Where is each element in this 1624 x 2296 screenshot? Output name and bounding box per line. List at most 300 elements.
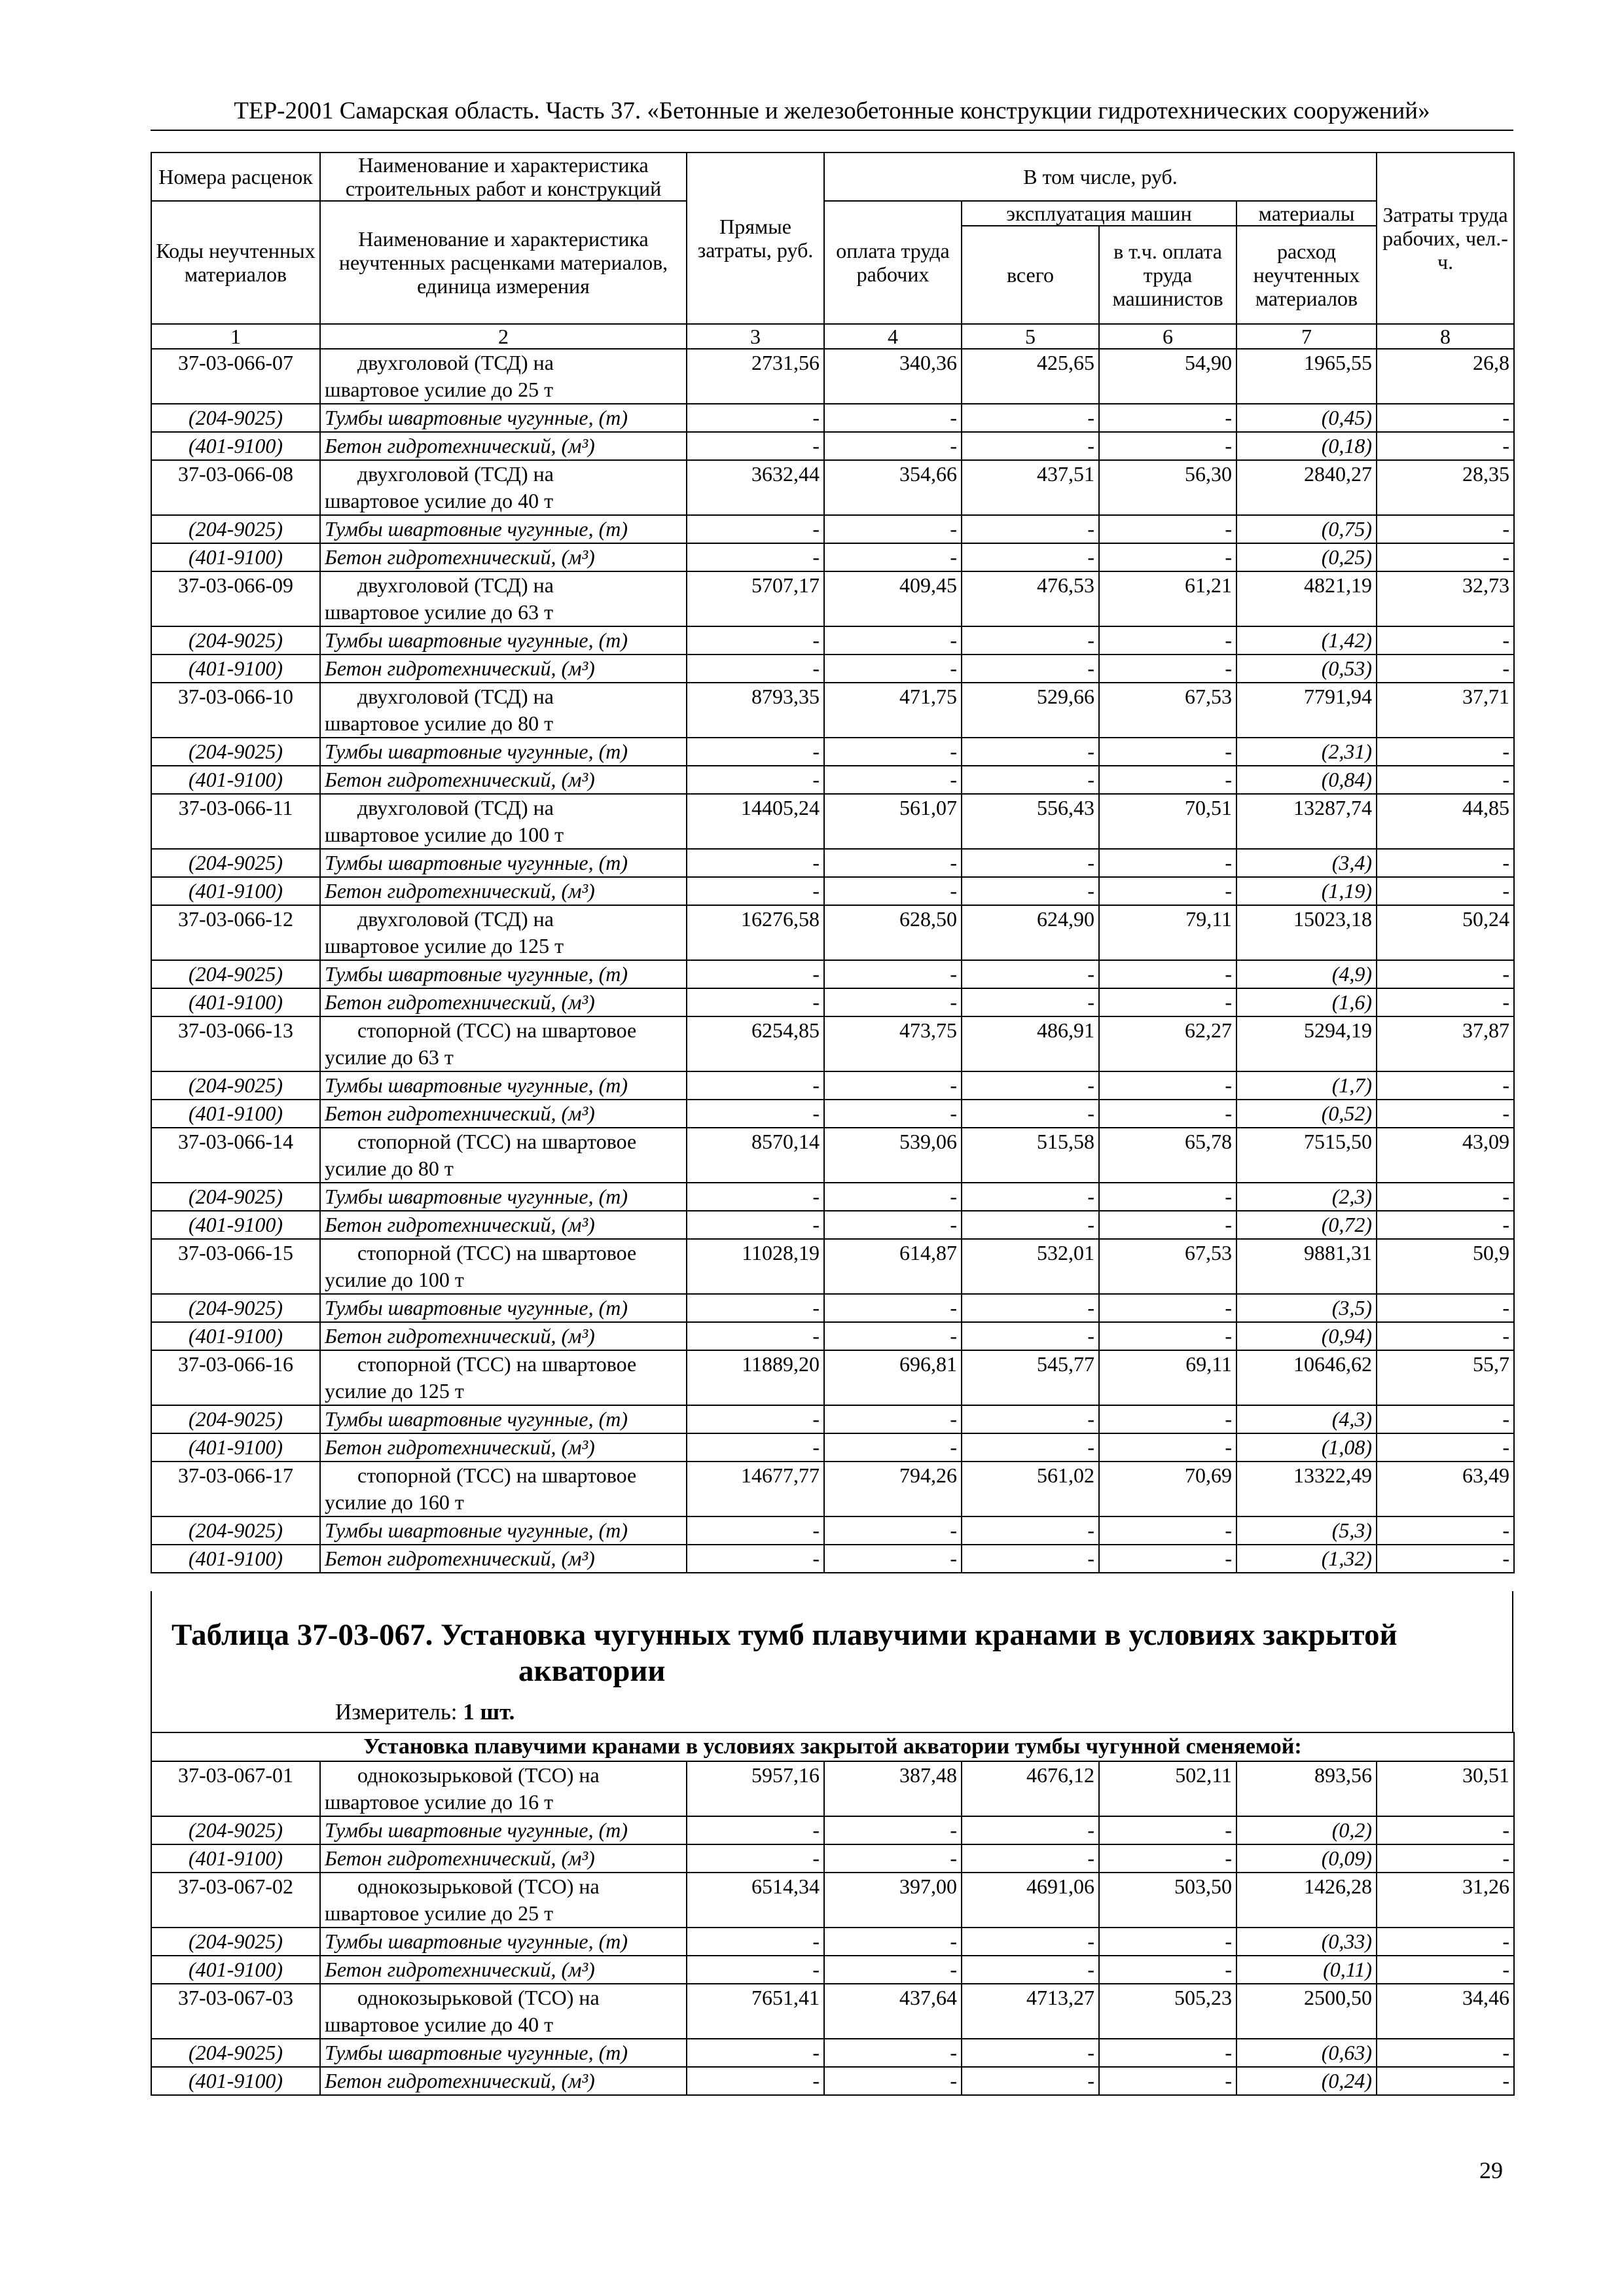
material-row (151, 849, 1514, 877)
empty-dash: - (1099, 1211, 1236, 1239)
material-quantity: (0,25) (1236, 543, 1377, 571)
material-name: Тумбы швартовные чугунные, (т) (320, 626, 687, 655)
material-row (151, 1928, 1514, 1956)
empty-dash: - (824, 1100, 962, 1128)
rate-row (151, 460, 1514, 515)
material-code: (204-9025) (151, 1294, 320, 1322)
empty-dash: - (687, 2039, 824, 2067)
material-quantity: (1,6) (1236, 988, 1377, 1016)
empty-dash: - (1099, 960, 1236, 988)
rate-value-c6: 65,78 (1099, 1128, 1236, 1183)
material-quantity: (0,2) (1236, 1816, 1377, 1844)
rate-value-c5: 4691,06 (962, 1873, 1099, 1928)
rate-description (320, 683, 687, 738)
empty-dash: - (824, 1816, 962, 1844)
rate-value-c3: 8793,35 (687, 683, 824, 738)
rate-value-c4: 473,75 (824, 1016, 962, 1071)
rate-row (151, 794, 1514, 849)
material-row (151, 766, 1514, 794)
col-number: 6 (1099, 324, 1236, 349)
rate-value-c5: 529,66 (962, 683, 1099, 738)
material-name: Бетон гидротехнический, (м³) (320, 1545, 687, 1573)
empty-dash: - (687, 1322, 824, 1350)
material-quantity: (0,18) (1236, 432, 1377, 460)
empty-dash: - (824, 2039, 962, 2067)
material-code: (204-9025) (151, 1516, 320, 1545)
material-name: Бетон гидротехнический, (м³) (320, 766, 687, 794)
rate-value-c7: 2840,27 (1236, 460, 1377, 515)
empty-dash: - (1377, 766, 1514, 794)
material-name: Бетон гидротехнический, (м³) (320, 877, 687, 905)
col4-header: оплата труда рабочих (824, 201, 962, 324)
empty-dash: - (687, 1545, 824, 1573)
material-quantity: (3,5) (1236, 1294, 1377, 1322)
rate-value-c6: 56,30 (1099, 460, 1236, 515)
rate-description-line2: усилие до 80 т (325, 1157, 454, 1180)
empty-dash: - (824, 1844, 962, 1873)
rate-value-c3: 11028,19 (687, 1239, 824, 1294)
rate-value-c7: 2500,50 (1236, 1984, 1377, 2039)
rate-description (320, 1128, 687, 1183)
unit-label: Измеритель: (335, 1699, 458, 1725)
empty-dash: - (1099, 988, 1236, 1016)
material-row (151, 1844, 1514, 1873)
rate-description (320, 1016, 687, 1071)
material-name: Тумбы швартовные чугунные, (т) (320, 515, 687, 543)
material-code: (204-9025) (151, 1928, 320, 1956)
empty-dash: - (1377, 1545, 1514, 1573)
empty-dash: - (962, 2067, 1099, 2095)
rate-value-c3: 14405,24 (687, 794, 824, 849)
material-name: Бетон гидротехнический, (м³) (320, 2067, 687, 2095)
empty-dash: - (824, 1928, 962, 1956)
rate-value-c7: 7515,50 (1236, 1128, 1377, 1183)
empty-dash: - (1099, 1294, 1236, 1322)
rate-description (320, 1239, 687, 1294)
material-code: (204-9025) (151, 2039, 320, 2067)
material-quantity: (4,9) (1236, 960, 1377, 988)
material-code: (401-9100) (151, 1545, 320, 1573)
empty-dash: - (1099, 1545, 1236, 1573)
rate-description-line1: стопорной (ТСС) на швартовое (357, 1018, 637, 1042)
material-quantity: (5,3) (1236, 1516, 1377, 1545)
material-code: (401-9100) (151, 988, 320, 1016)
empty-dash: - (687, 2067, 824, 2095)
empty-dash: - (962, 1516, 1099, 1545)
table-title-line2: акватории (518, 1654, 666, 1688)
material-row (151, 1816, 1514, 1844)
empty-dash: - (962, 1071, 1099, 1100)
rate-value-c5: 545,77 (962, 1350, 1099, 1405)
rate-value-c4: 354,66 (824, 460, 962, 515)
material-row (151, 655, 1514, 683)
empty-dash: - (687, 1405, 824, 1433)
column-numbers-row (151, 324, 1514, 349)
rate-row (151, 1873, 1514, 1928)
empty-dash: - (824, 626, 962, 655)
rate-value-c6: 67,53 (1099, 683, 1236, 738)
rate-code: 37-03-067-01 (151, 1761, 320, 1816)
material-name: Тумбы швартовные чугунные, (т) (320, 849, 687, 877)
rate-value-c8: 63,49 (1377, 1462, 1514, 1516)
material-quantity: (1,08) (1236, 1433, 1377, 1462)
rate-value-c5: 556,43 (962, 794, 1099, 849)
material-name: Бетон гидротехнический, (м³) (320, 1211, 687, 1239)
material-code: (401-9100) (151, 655, 320, 683)
col-number: 5 (962, 324, 1099, 349)
empty-dash: - (962, 738, 1099, 766)
empty-dash: - (687, 655, 824, 683)
empty-dash: - (1099, 543, 1236, 571)
empty-dash: - (1099, 1956, 1236, 1984)
col1-bottom-header: Коды неучтенных материалов (151, 201, 320, 324)
material-quantity: (0,09) (1236, 1844, 1377, 1873)
empty-dash: - (1099, 1322, 1236, 1350)
empty-dash: - (687, 1294, 824, 1322)
empty-dash: - (687, 1928, 824, 1956)
rate-value-c6: 70,51 (1099, 794, 1236, 849)
empty-dash: - (1099, 1071, 1236, 1100)
empty-dash: - (824, 849, 962, 877)
material-code: (401-9100) (151, 1433, 320, 1462)
rate-value-c8: 34,46 (1377, 1984, 1514, 2039)
material-quantity: (0,33) (1236, 1928, 1377, 1956)
empty-dash: - (1377, 1294, 1514, 1322)
rate-value-c8: 28,35 (1377, 460, 1514, 515)
material-code: (401-9100) (151, 1956, 320, 1984)
col-number: 2 (320, 324, 687, 349)
empty-dash: - (687, 849, 824, 877)
material-name: Тумбы швартовные чугунные, (т) (320, 1816, 687, 1844)
rate-value-c7: 9881,31 (1236, 1239, 1377, 1294)
empty-dash: - (1099, 655, 1236, 683)
rate-description-line1: однокозырьковой (ТСО) на (357, 1874, 600, 1898)
empty-dash: - (1377, 626, 1514, 655)
rate-row (151, 683, 1514, 738)
empty-dash: - (962, 877, 1099, 905)
empty-dash: - (1099, 738, 1236, 766)
rate-value-c6: 70,69 (1099, 1462, 1236, 1516)
empty-dash: - (824, 877, 962, 905)
empty-dash: - (962, 766, 1099, 794)
col8-header: Затраты труда рабочих, чел.-ч. (1377, 152, 1514, 324)
rate-value-c4: 397,00 (824, 1873, 962, 1928)
empty-dash: - (824, 1183, 962, 1211)
rate-value-c6: 61,21 (1099, 571, 1236, 626)
page-number: 29 (1479, 2157, 1503, 2183)
rate-value-c6: 62,27 (1099, 1016, 1236, 1071)
rate-value-c8: 31,26 (1377, 1873, 1514, 1928)
empty-dash: - (687, 766, 824, 794)
rate-description-line1: стопорной (ТСС) на швартовое (357, 1241, 637, 1265)
empty-dash: - (1377, 877, 1514, 905)
rate-code: 37-03-066-14 (151, 1128, 320, 1183)
rate-value-c3: 5957,16 (687, 1761, 824, 1816)
empty-dash: - (1099, 626, 1236, 655)
material-row (151, 432, 1514, 460)
empty-dash: - (962, 1545, 1099, 1573)
rate-value-c8: 50,24 (1377, 905, 1514, 960)
rate-description-line1: двухголовой (ТСД) на (357, 573, 554, 597)
material-row (151, 1322, 1514, 1350)
rate-description-line1: однокозырьковой (ТСО) на (357, 1986, 600, 2009)
rate-value-c3: 14677,77 (687, 1462, 824, 1516)
empty-dash: - (962, 626, 1099, 655)
rate-code: 37-03-066-15 (151, 1239, 320, 1294)
material-row (151, 543, 1514, 571)
empty-dash: - (824, 1322, 962, 1350)
rate-value-c4: 628,50 (824, 905, 962, 960)
material-name: Бетон гидротехнический, (м³) (320, 1844, 687, 1873)
material-name: Тумбы швартовные чугунные, (т) (320, 738, 687, 766)
empty-dash: - (687, 877, 824, 905)
rate-value-c7: 13287,74 (1236, 794, 1377, 849)
material-quantity: (0,53) (1236, 655, 1377, 683)
rate-value-c5: 425,65 (962, 349, 1099, 404)
material-row (151, 1405, 1514, 1433)
table-title (171, 1617, 1500, 1689)
material-name: Бетон гидротехнический, (м³) (320, 1956, 687, 1984)
machines-header: эксплуатация машин (962, 201, 1236, 226)
col3-header: Прямые затраты, руб. (687, 152, 824, 324)
empty-dash: - (1377, 1928, 1514, 1956)
col1-top-header: Номера расценок (151, 152, 320, 201)
rate-row (151, 1462, 1514, 1516)
material-quantity: (2,31) (1236, 738, 1377, 766)
empty-dash: - (1377, 1071, 1514, 1100)
empty-dash: - (1377, 1433, 1514, 1462)
empty-dash: - (962, 1405, 1099, 1433)
col-number: 8 (1377, 324, 1514, 349)
empty-dash: - (687, 1844, 824, 1873)
empty-dash: - (1099, 515, 1236, 543)
rate-description-line2: швартовое усилие до 25 т (325, 1901, 554, 1925)
empty-dash: - (1377, 1956, 1514, 1984)
empty-dash: - (1099, 849, 1236, 877)
material-code: (204-9025) (151, 626, 320, 655)
material-row (151, 515, 1514, 543)
rate-code: 37-03-066-08 (151, 460, 320, 515)
col-number: 7 (1236, 324, 1377, 349)
material-quantity: (0,52) (1236, 1100, 1377, 1128)
empty-dash: - (1099, 1844, 1236, 1873)
rate-code: 37-03-067-03 (151, 1984, 320, 2039)
material-row (151, 1211, 1514, 1239)
empty-dash: - (962, 1211, 1099, 1239)
rate-description-line2: швартовое усилие до 100 т (325, 823, 564, 846)
rate-description-line2: швартовое усилие до 63 т (325, 600, 554, 624)
rate-value-c5: 515,58 (962, 1128, 1099, 1183)
empty-dash: - (687, 1211, 824, 1239)
empty-dash: - (824, 515, 962, 543)
materials-header: материалы (1236, 201, 1377, 226)
material-name: Тумбы швартовные чугунные, (т) (320, 1294, 687, 1322)
empty-dash: - (687, 1071, 824, 1100)
empty-dash: - (687, 960, 824, 988)
rate-code: 37-03-066-13 (151, 1016, 320, 1071)
running-header: ТЕР-2001 Самарская область. Часть 37. «Бетонные и железобетонные конструкции гидротехнических сооружений» (234, 98, 1430, 124)
rate-description-line2: швартовое усилие до 80 т (325, 711, 554, 735)
empty-dash: - (824, 2067, 962, 2095)
col5-header: всего (962, 226, 1099, 324)
rate-value-c7: 4821,19 (1236, 571, 1377, 626)
material-quantity: (0,72) (1236, 1211, 1377, 1239)
material-code: (204-9025) (151, 1816, 320, 1844)
rate-value-c6: 69,11 (1099, 1350, 1236, 1405)
material-row (151, 1956, 1514, 1984)
empty-dash: - (687, 404, 824, 432)
rate-value-c5: 624,90 (962, 905, 1099, 960)
empty-dash: - (1377, 1322, 1514, 1350)
empty-dash: - (824, 1071, 962, 1100)
empty-dash: - (824, 1294, 962, 1322)
empty-dash: - (687, 1516, 824, 1545)
rate-value-c8: 30,51 (1377, 1761, 1514, 1816)
rate-value-c4: 561,07 (824, 794, 962, 849)
material-code: (401-9100) (151, 766, 320, 794)
rate-description (320, 1761, 687, 1816)
header-divider (151, 130, 1513, 131)
material-row (151, 2039, 1514, 2067)
rate-value-c5: 437,51 (962, 460, 1099, 515)
empty-dash: - (962, 960, 1099, 988)
rate-value-c7: 15023,18 (1236, 905, 1377, 960)
material-name: Бетон гидротехнический, (м³) (320, 1322, 687, 1350)
rate-value-c5: 4713,27 (962, 1984, 1099, 2039)
material-row (151, 988, 1514, 1016)
rate-description-line1: стопорной (ТСС) на швартовое (357, 1463, 637, 1487)
rate-description-line2: усилие до 160 т (325, 1490, 464, 1514)
material-quantity: (1,32) (1236, 1545, 1377, 1573)
table-caption-block (151, 1591, 1513, 1732)
rate-value-c4: 696,81 (824, 1350, 962, 1405)
empty-dash: - (1377, 2039, 1514, 2067)
material-code: (204-9025) (151, 849, 320, 877)
rate-value-c4: 539,06 (824, 1128, 962, 1183)
rate-description-line1: стопорной (ТСС) на швартовое (357, 1352, 637, 1376)
rate-value-c6: 54,90 (1099, 349, 1236, 404)
empty-dash: - (824, 1516, 962, 1545)
rate-code: 37-03-066-16 (151, 1350, 320, 1405)
rate-value-c7: 1426,28 (1236, 1873, 1377, 1928)
unit-of-measure (335, 1699, 514, 1725)
empty-dash: - (1377, 988, 1514, 1016)
rate-value-c6: 503,50 (1099, 1873, 1236, 1928)
empty-dash: - (824, 404, 962, 432)
rate-description (320, 349, 687, 404)
empty-dash: - (824, 1545, 962, 1573)
rate-value-c5: 486,91 (962, 1016, 1099, 1071)
material-quantity: (0,11) (1236, 1956, 1377, 1984)
empty-dash: - (962, 849, 1099, 877)
rate-value-c6: 79,11 (1099, 905, 1236, 960)
empty-dash: - (962, 1844, 1099, 1873)
empty-dash: - (962, 404, 1099, 432)
material-code: (204-9025) (151, 515, 320, 543)
empty-dash: - (962, 1433, 1099, 1462)
rate-code: 37-03-066-09 (151, 571, 320, 626)
empty-dash: - (1377, 738, 1514, 766)
table-title-line1: Таблица 37-03-067. Установка чугунных тумб плавучими кранами в условиях закрытой (171, 1618, 1398, 1652)
rate-value-c3: 11889,20 (687, 1350, 824, 1405)
rate-description-line1: двухголовой (ТСД) на (357, 351, 554, 374)
empty-dash: - (962, 515, 1099, 543)
empty-dash: - (687, 543, 824, 571)
empty-dash: - (1099, 2067, 1236, 2095)
material-row (151, 960, 1514, 988)
material-code: (401-9100) (151, 1844, 320, 1873)
material-quantity: (0,45) (1236, 404, 1377, 432)
rate-description (320, 1873, 687, 1928)
empty-dash: - (824, 1433, 962, 1462)
empty-dash: - (962, 1956, 1099, 1984)
rate-value-c3: 16276,58 (687, 905, 824, 960)
empty-dash: - (824, 988, 962, 1016)
rate-value-c4: 437,64 (824, 1984, 962, 2039)
material-name: Бетон гидротехнический, (м³) (320, 543, 687, 571)
material-row (151, 1294, 1514, 1322)
rate-value-c5: 532,01 (962, 1239, 1099, 1294)
rate-description (320, 1462, 687, 1516)
material-row (151, 626, 1514, 655)
rate-value-c4: 409,45 (824, 571, 962, 626)
rate-value-c4: 387,48 (824, 1761, 962, 1816)
rate-value-c7: 10646,62 (1236, 1350, 1377, 1405)
empty-dash: - (1377, 1211, 1514, 1239)
rate-row (151, 1128, 1514, 1183)
material-name: Тумбы швартовные чугунные, (т) (320, 1516, 687, 1545)
material-row (151, 877, 1514, 905)
empty-dash: - (1377, 1816, 1514, 1844)
rate-value-c8: 37,87 (1377, 1016, 1514, 1071)
rate-value-c4: 340,36 (824, 349, 962, 404)
material-name: Бетон гидротехнический, (м³) (320, 988, 687, 1016)
material-quantity: (0,63) (1236, 2039, 1377, 2067)
rate-value-c4: 614,87 (824, 1239, 962, 1294)
rate-description-line2: усилие до 100 т (325, 1268, 464, 1291)
material-row (151, 1545, 1514, 1573)
col-number: 4 (824, 324, 962, 349)
empty-dash: - (824, 960, 962, 988)
rate-code: 37-03-067-02 (151, 1873, 320, 1928)
rate-row (151, 905, 1514, 960)
rate-value-c8: 50,9 (1377, 1239, 1514, 1294)
material-quantity: (3,4) (1236, 849, 1377, 877)
material-row (151, 2067, 1514, 2095)
empty-dash: - (1377, 655, 1514, 683)
rate-row (151, 349, 1514, 404)
empty-dash: - (1099, 1183, 1236, 1211)
empty-dash: - (1377, 2067, 1514, 2095)
empty-dash: - (687, 1100, 824, 1128)
col2-top-header: Наименование и характеристика строительных работ и конструкций (320, 152, 687, 201)
rate-description (320, 571, 687, 626)
col6-header: в т.ч. оплата труда машинистов (1099, 226, 1236, 324)
empty-dash: - (1377, 432, 1514, 460)
rate-row (151, 1016, 1514, 1071)
rate-description (320, 1984, 687, 2039)
rates-table-37-03-067 (151, 1732, 1515, 2096)
rate-value-c3: 8570,14 (687, 1128, 824, 1183)
rate-description-line1: двухголовой (ТСД) на (357, 796, 554, 819)
rate-code: 37-03-066-10 (151, 683, 320, 738)
rate-description-line1: двухголовой (ТСД) на (357, 907, 554, 931)
rate-value-c3: 3632,44 (687, 460, 824, 515)
material-code: (204-9025) (151, 1071, 320, 1100)
empty-dash: - (1377, 1100, 1514, 1128)
rate-description (320, 1350, 687, 1405)
empty-dash: - (1099, 766, 1236, 794)
